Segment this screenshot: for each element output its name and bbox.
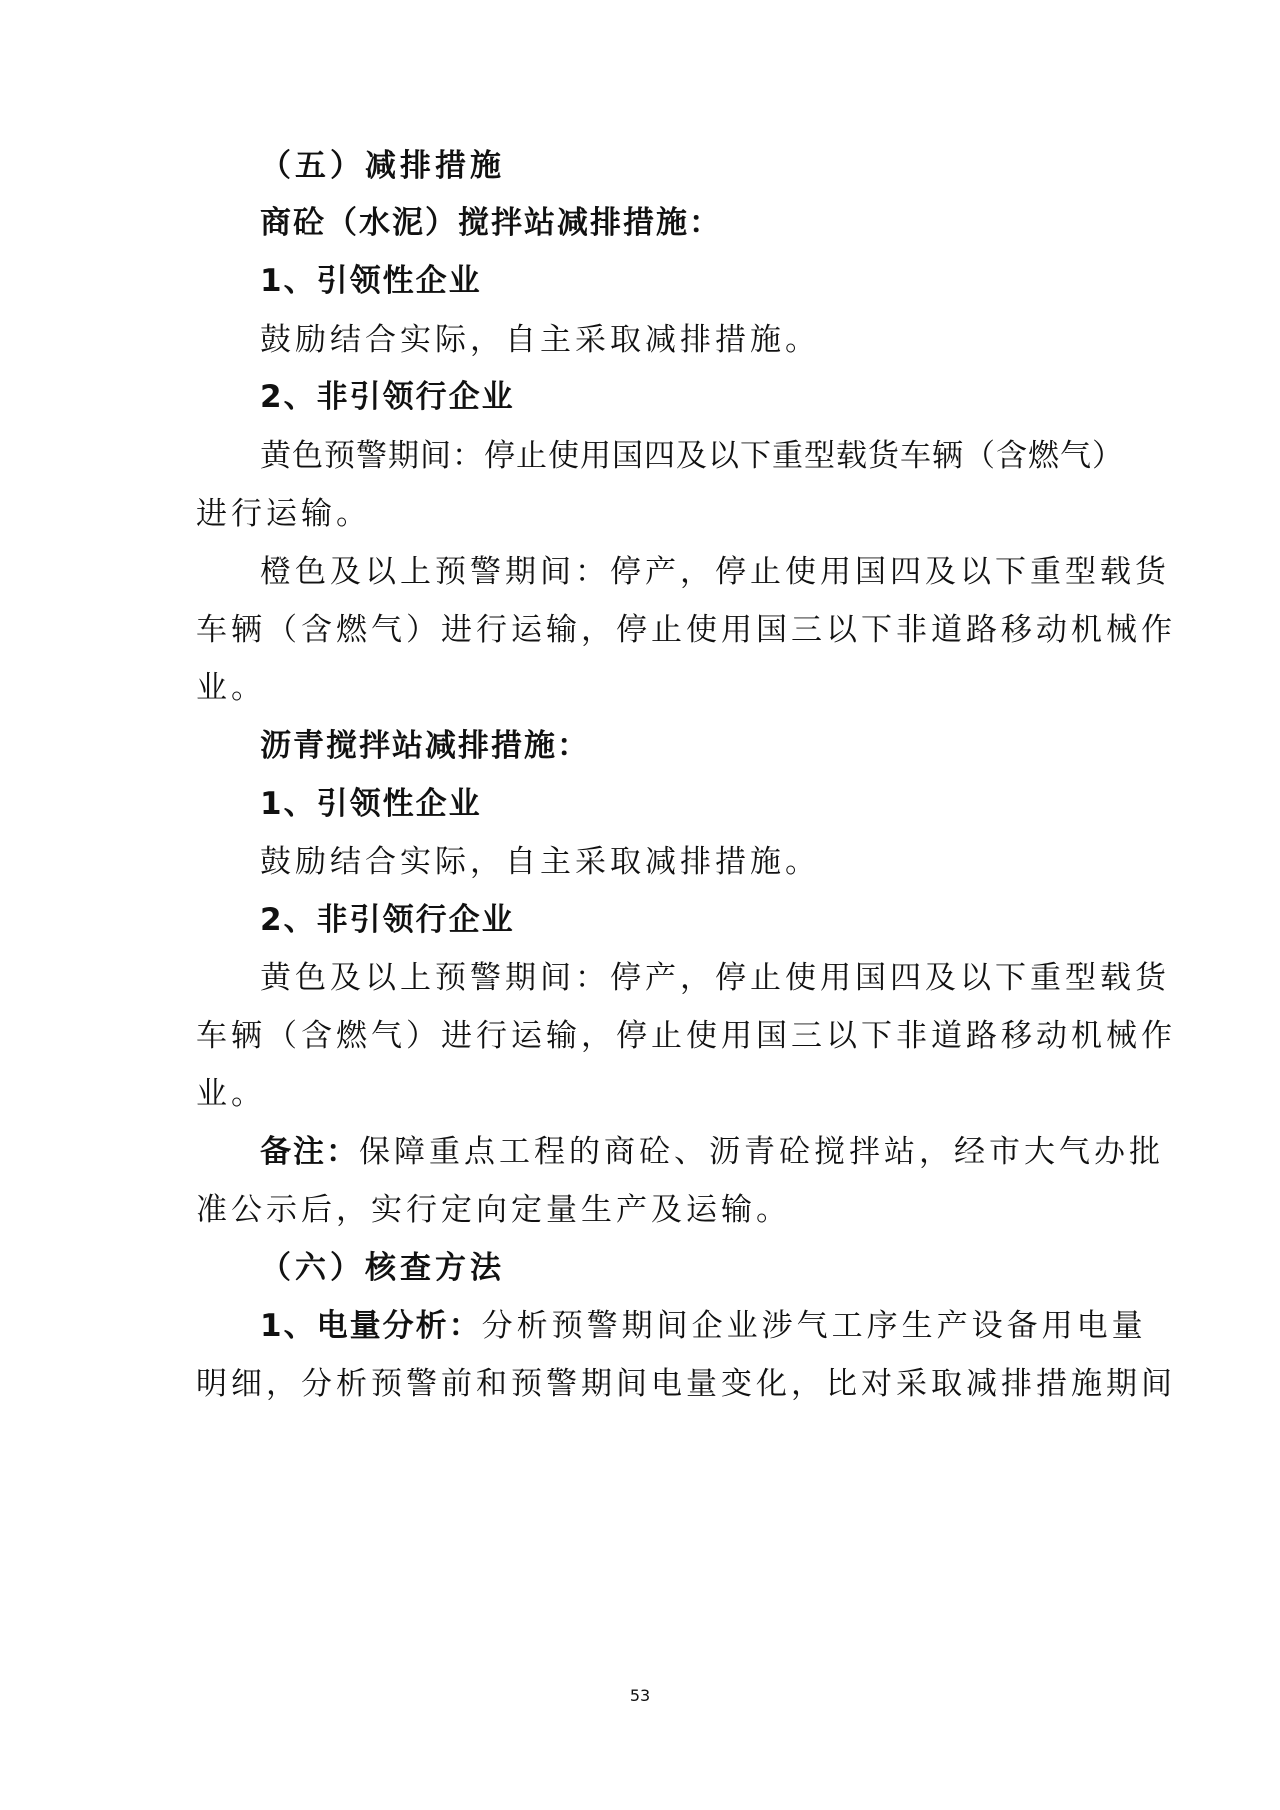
concrete-item1-text: 鼓励结合实际，自主采取减排措施。 bbox=[260, 322, 820, 358]
asphalt-item1-text: 鼓励结合实际，自主采取减排措施。 bbox=[260, 844, 820, 880]
asphalt-yellow-line2: 车辆（含燃气）进行运输，停止使用国三以下非道路移动机械作 bbox=[196, 1018, 1176, 1054]
concrete-orange-line2: 车辆（含燃气）进行运输，停止使用国三以下非道路移动机械作 bbox=[196, 612, 1176, 648]
asphalt-station-heading: 沥青搅拌站减排措施： bbox=[260, 728, 590, 764]
note-label: 备注： bbox=[260, 1134, 359, 1170]
concrete-item1-title: 1、引领性企业 bbox=[260, 263, 482, 299]
note-paragraph bbox=[260, 1132, 1164, 1172]
asphalt-yellow-line1: 黄色及以上预警期间：停产，停止使用国四及以下重型载货 bbox=[260, 960, 1170, 996]
check-item1-line1: 分析预警期间企业涉气工序生产设备用电量 bbox=[481, 1308, 1147, 1344]
check-item1-line2: 明细，分析预警前和预警期间电量变化，比对采取减排措施期间 bbox=[196, 1366, 1176, 1402]
asphalt-item2-title: 2、非引领行企业 bbox=[260, 902, 515, 938]
concrete-station-heading: 商砼（水泥）搅拌站减排措施： bbox=[260, 205, 722, 241]
section-heading-6: （六）核查方法 bbox=[260, 1250, 505, 1286]
concrete-item2-title: 2、非引领行企业 bbox=[260, 379, 515, 415]
concrete-orange-line1: 橙色及以上预警期间：停产，停止使用国四及以下重型载货 bbox=[260, 554, 1170, 590]
check-item1-paragraph bbox=[260, 1306, 1147, 1346]
concrete-yellow-line1: 黄色预警期间：停止使用国四及以下重型载货车辆（含燃气） bbox=[260, 438, 1124, 474]
asphalt-item1-title: 1、引领性企业 bbox=[260, 786, 482, 822]
concrete-yellow-line2: 进行运输。 bbox=[196, 496, 371, 532]
section-heading-5: （五）减排措施 bbox=[260, 148, 505, 184]
page-number: 53 bbox=[629, 1686, 651, 1705]
asphalt-yellow-line3: 业。 bbox=[196, 1076, 266, 1112]
check-item1-label: 1、电量分析： bbox=[260, 1308, 482, 1344]
concrete-orange-line3: 业。 bbox=[196, 670, 266, 706]
note-text-line2: 准公示后，实行定向定量生产及运输。 bbox=[196, 1192, 791, 1228]
note-text-line1: 保障重点工程的商砼、沥青砼搅拌站，经市大气办批 bbox=[359, 1134, 1164, 1170]
